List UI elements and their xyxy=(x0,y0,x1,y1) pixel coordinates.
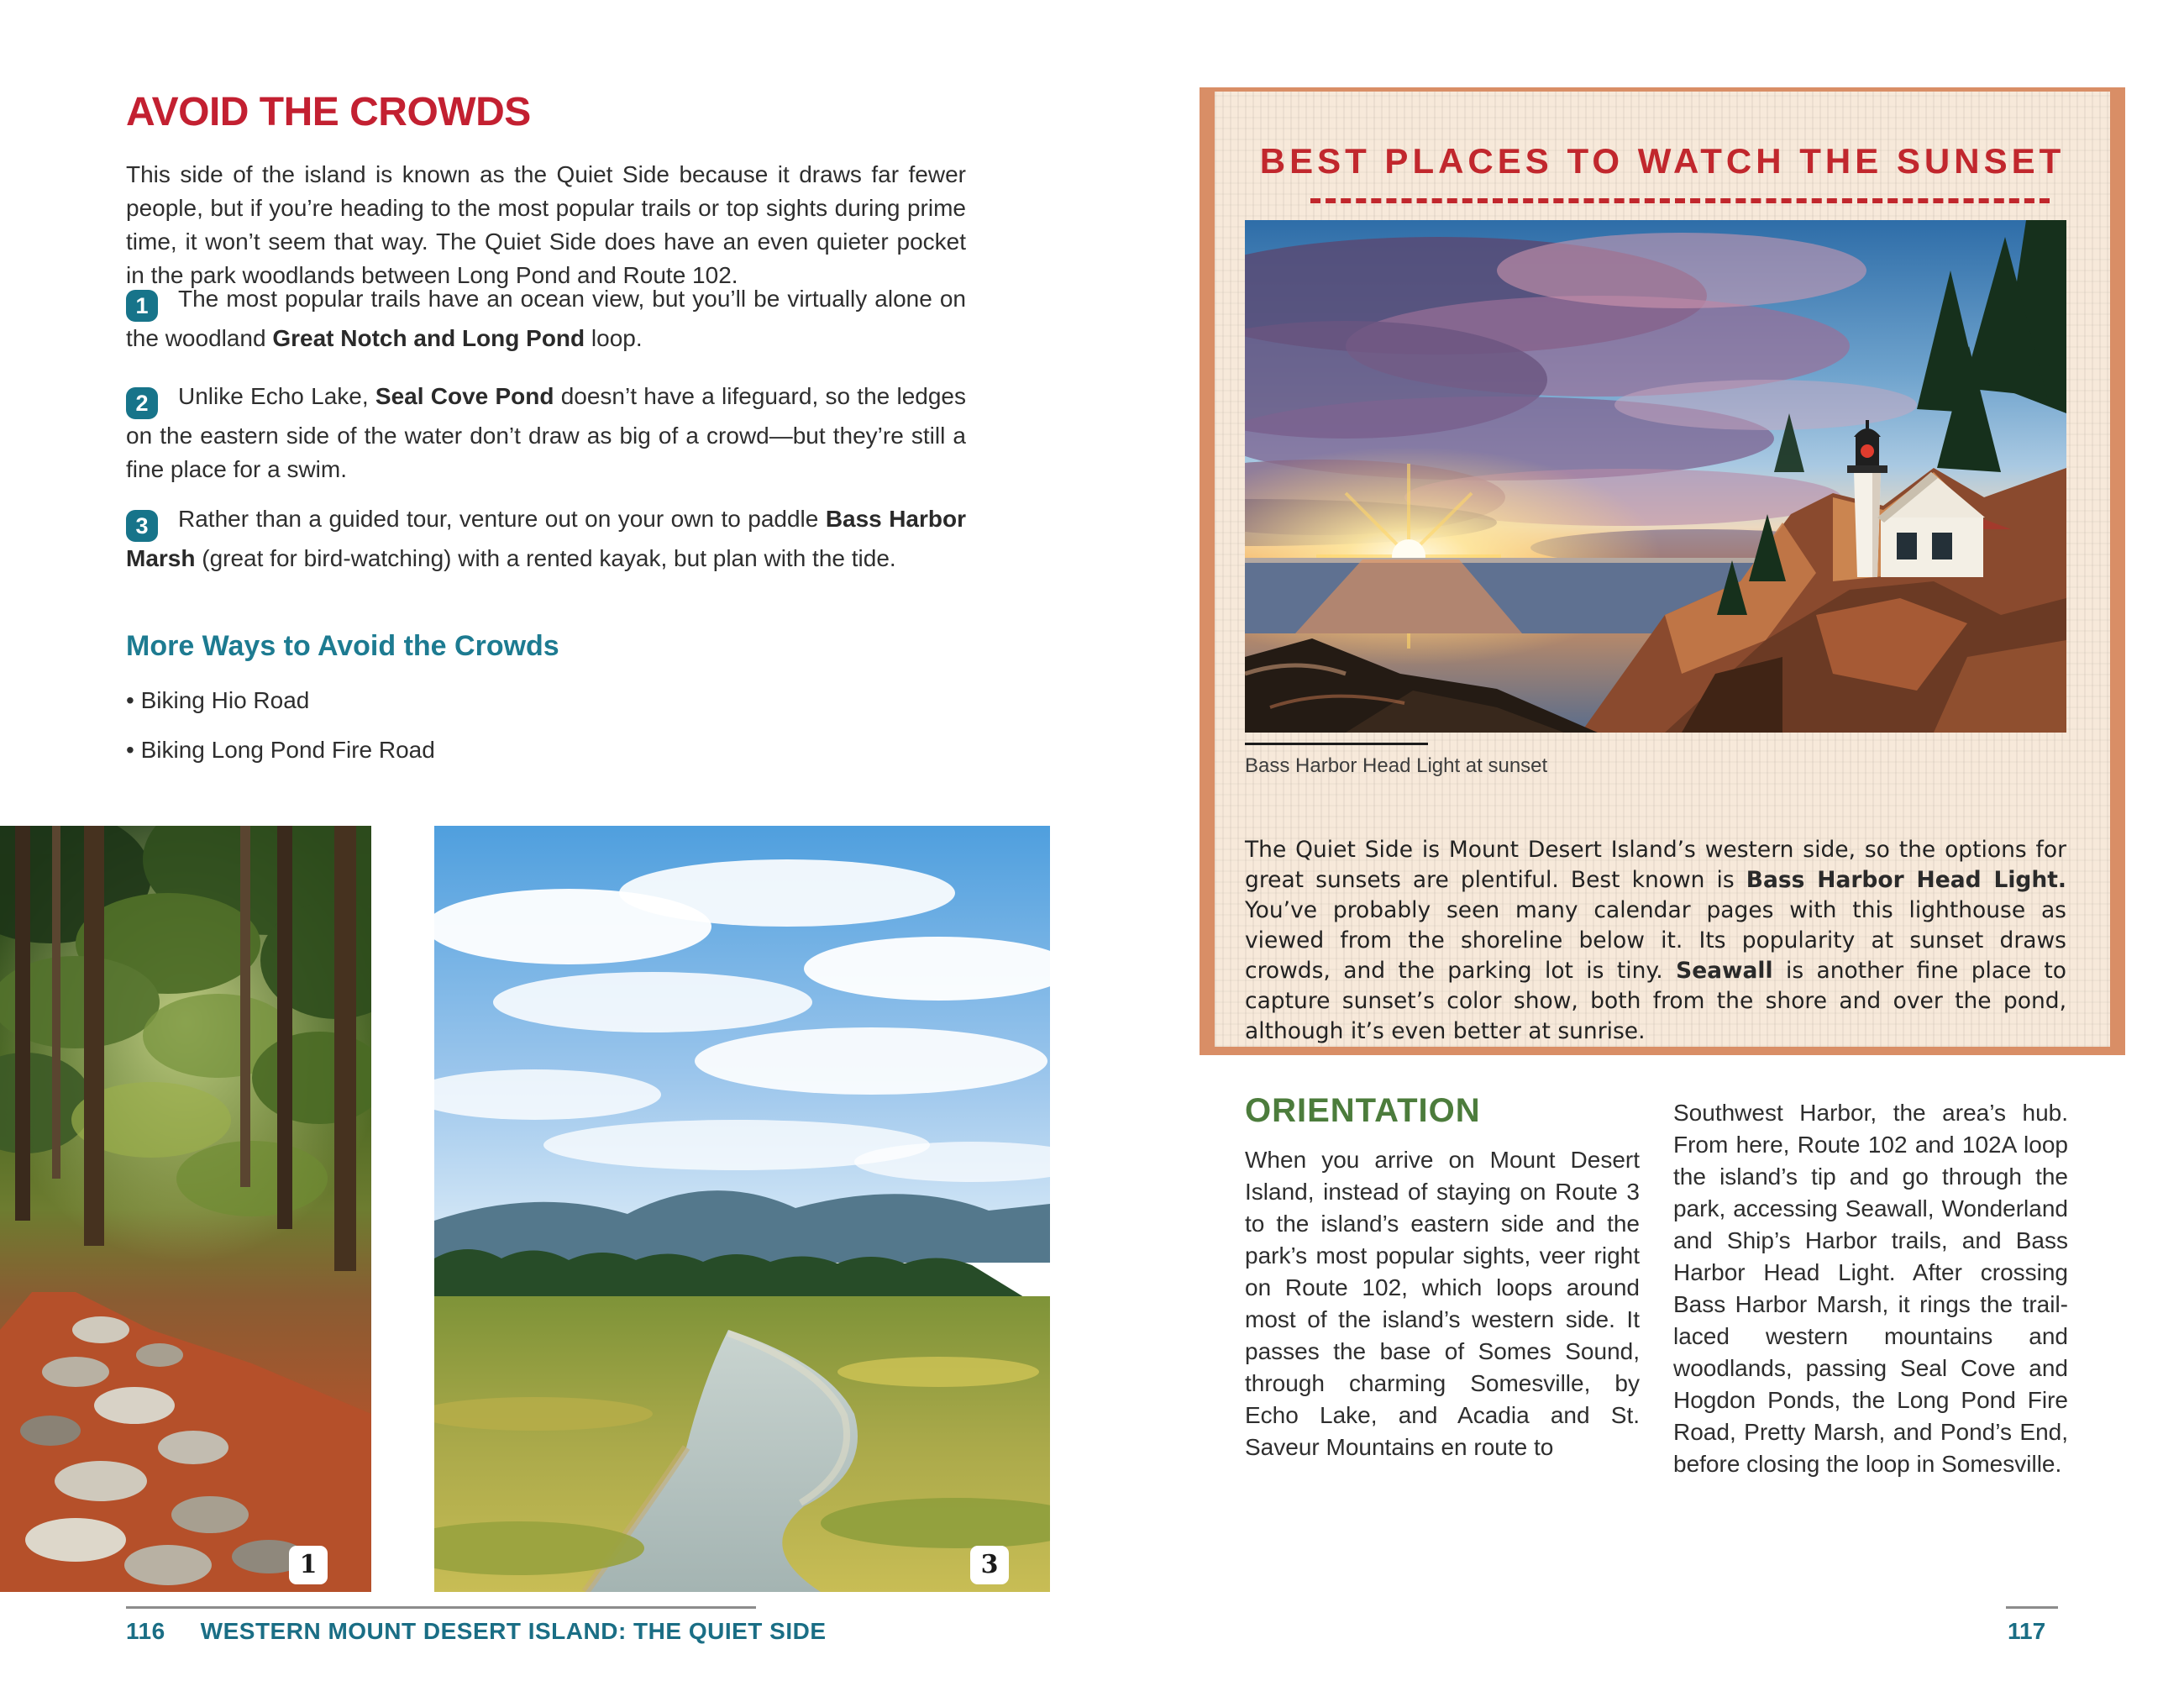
sidebar-paragraph xyxy=(1245,835,2066,1047)
tip-text: doesn’t have a lifeguard, so the ledges on the eastern side of the water don’t draw as big of a crowd—but they’re still a fine place for a swim. xyxy=(126,383,966,482)
orientation-heading: ORIENTATION xyxy=(1245,1092,1481,1129)
photo-caption: Bass Harbor Head Light at sunset xyxy=(1245,754,1548,777)
tip-text: Unlike Echo Lake, xyxy=(178,383,375,409)
footer-rule xyxy=(126,1606,756,1609)
tip-number-badge: 1 xyxy=(126,290,158,322)
tip-number-badge: 3 xyxy=(126,510,158,542)
marsh-photo xyxy=(434,826,1050,1592)
bullet-item: • Biking Long Pond Fire Road xyxy=(126,737,435,764)
footer-rule xyxy=(2006,1606,2058,1609)
numbered-tip-3 xyxy=(126,502,966,575)
orientation-column-right: Southwest Harbor, the area’s hub. From here, Route 102 and 102A loop the island’s tip and go through the park, accessing Seawall, Wonderland and Ship’s Harbor trails, and Bass Harbor Head Light. After crossing Bass Harbor Marsh, it rings the trail-laced western mountains and woodlands, passing Seal Cove and Hogdon Ponds, the Long Pond Fire Road, Pretty Marsh, and Pond’s End, before closing the loop in Somesville. xyxy=(1673,1100,2068,1477)
right-page-footer xyxy=(2008,1618,2045,1645)
tip-text: Rather than a guided tour, venture out on your own to paddle xyxy=(178,506,826,532)
orientation-column-left: When you arrive on Mount Desert Island, instead of staying on Route 3 to the island’s eastern side and the park’s most popular sights, veer right on Route 102, which loops around most of the island’s western side. It passes the base of Somes Sound, through charming Somesville, by Echo Lake, and Acadia and St. Saveur Mountains en route to xyxy=(1245,1147,1640,1460)
bullet-list xyxy=(126,687,435,786)
photo-number-badge: 1 xyxy=(289,1546,328,1584)
page-number: 116 xyxy=(126,1618,165,1644)
subsection-heading: More Ways to Avoid the Crowds xyxy=(126,630,559,662)
bullet-item: • Biking Hio Road xyxy=(126,687,435,714)
section-heading: AVOID THE CROWDS xyxy=(126,90,531,134)
tip-text: The most popular trails have an ocean view, but you’ll be virtually alone on the woodland xyxy=(126,286,966,351)
photo-number-badge: 3 xyxy=(970,1546,1009,1584)
intro-paragraph: This side of the island is known as the Quiet Side because it draws far fewer people, but if you’re heading to the most popular trails or top sights during prime time, it won’t seem that way. The Quiet Side does have an even quieter pocket in the park woodlands between Long Pond and Route 102. xyxy=(126,161,966,288)
sidebar-title: BEST PLACES TO WATCH THE SUNSET xyxy=(1259,141,2066,181)
tip-bold: Bass Harbor Marsh xyxy=(126,506,966,571)
lighthouse-photo xyxy=(1245,220,2066,733)
sidebar-bold: Seawall xyxy=(1676,958,1773,984)
sidebar-text: You’ve probably seen many calendar pages with this lighthouse as viewed from the shoreline below it. Its popularity at sunset draws crowds, and the parking lot is tiny. xyxy=(1245,897,2066,984)
forest-trail-photo xyxy=(0,826,371,1592)
tip-number-badge: 2 xyxy=(126,387,158,419)
running-title: WESTERN MOUNT DESERT ISLAND: THE QUIET SIDE xyxy=(200,1618,827,1644)
page-number: 117 xyxy=(2008,1618,2046,1644)
numbered-tip-2 xyxy=(126,380,966,486)
tip-text: loop. xyxy=(585,325,643,351)
tip-bold: Seal Cove Pond xyxy=(375,383,554,409)
sidebar-bold: Bass Harbor Head Light. xyxy=(1746,867,2066,893)
left-page-footer xyxy=(126,1618,827,1645)
dashed-divider xyxy=(1310,198,2050,203)
sidebar-text: is another fine place to capture sunset’s color show, both from the shore and over the pond, although it’s even better at sunrise. xyxy=(1245,958,2066,1044)
numbered-tip-1 xyxy=(126,282,966,355)
tip-text: (great for bird-watching) with a rented kayak, but plan with the tide. xyxy=(195,545,896,571)
tip-bold: Great Notch and Long Pond xyxy=(272,325,585,351)
caption-rule xyxy=(1245,743,1428,745)
sidebar-text: The Quiet Side is Mount Desert Island’s western side, so the options for great sunsets are plentiful. Best known is xyxy=(1245,837,2066,893)
